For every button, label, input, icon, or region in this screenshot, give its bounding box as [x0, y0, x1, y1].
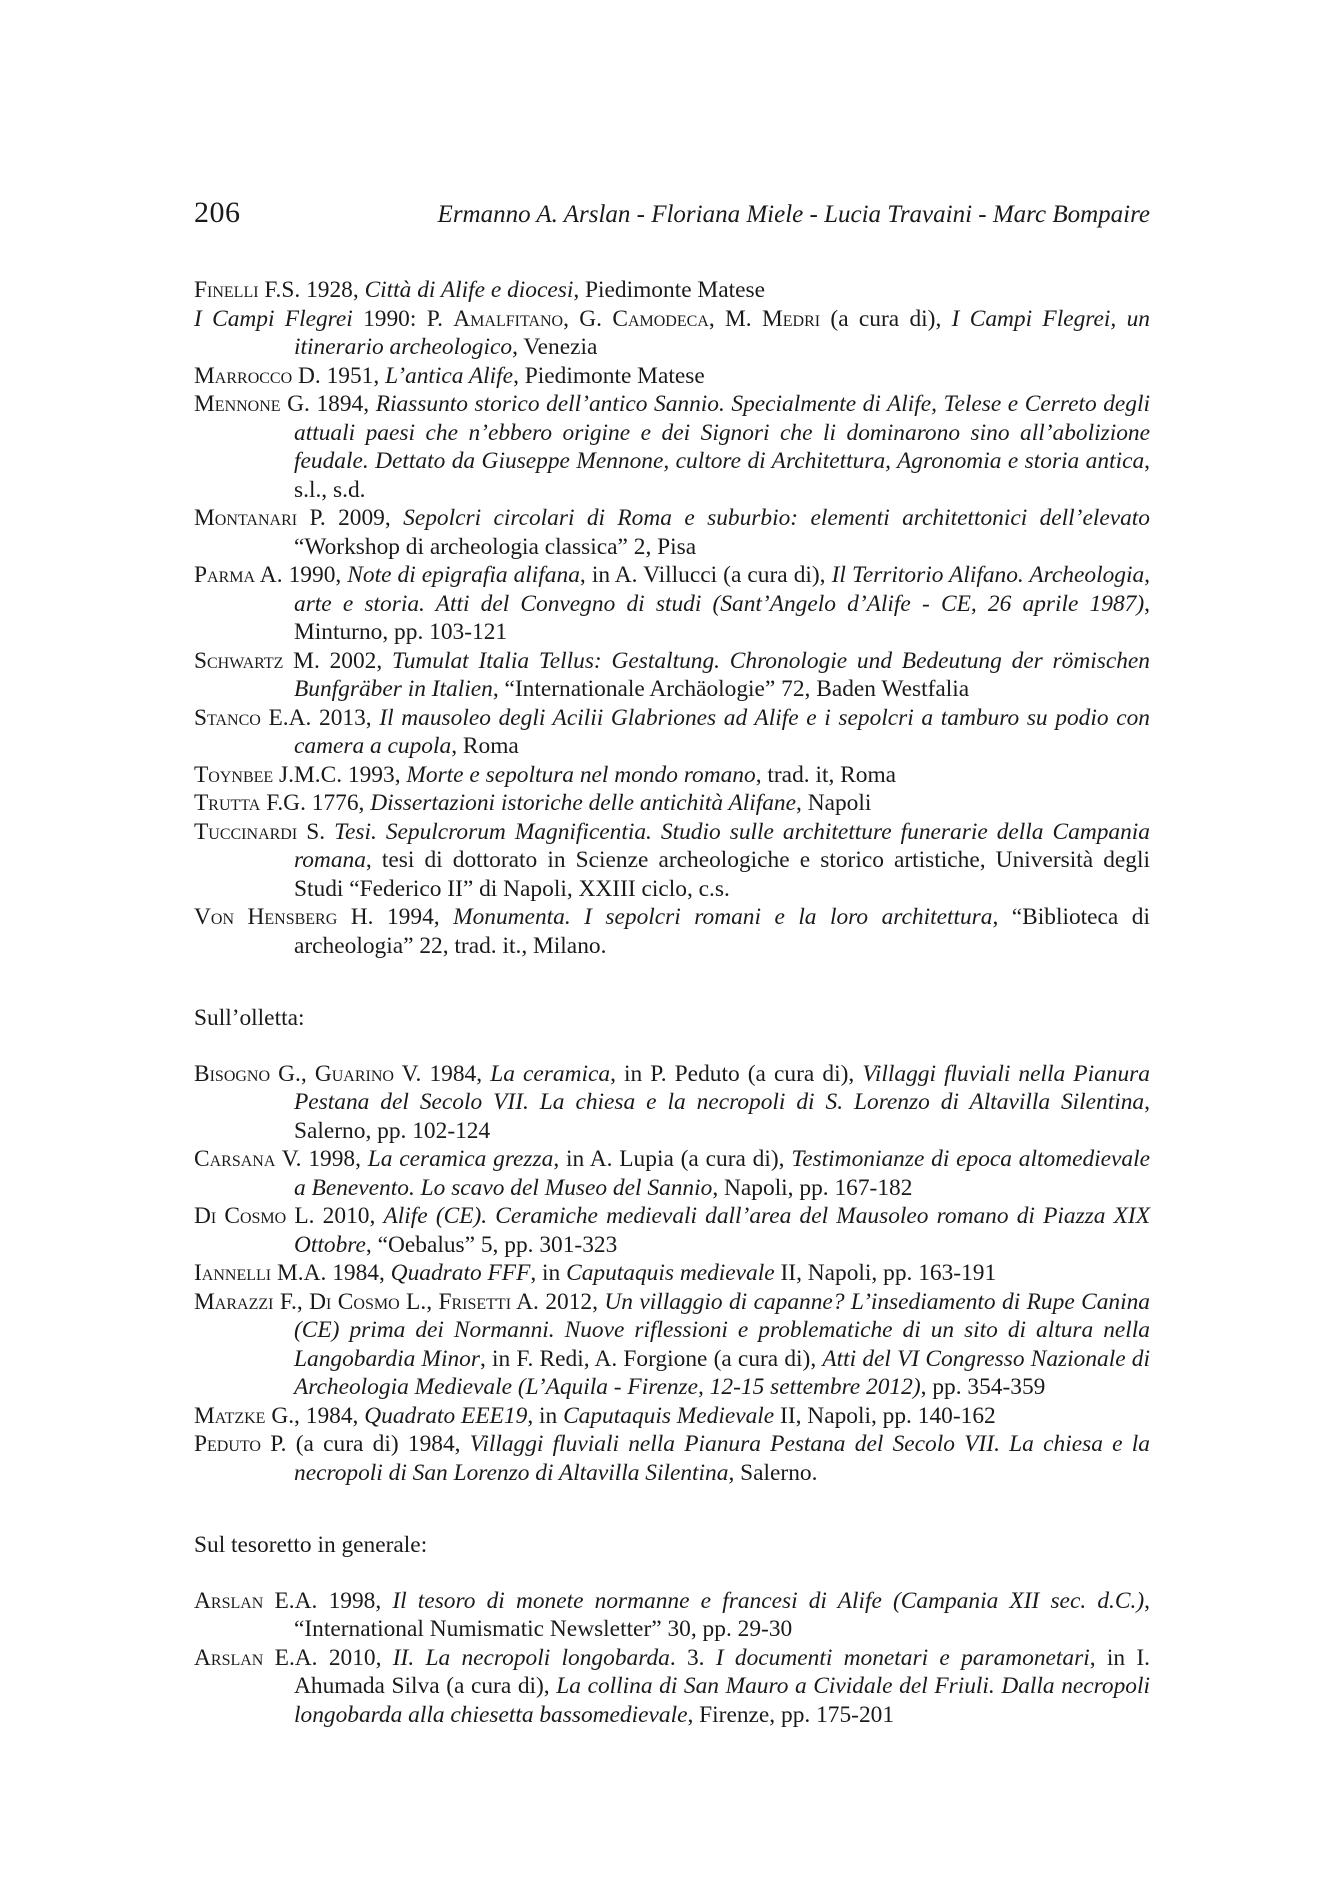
citation-text: , Napoli: [796, 790, 872, 816]
author-surname: Amalfitano: [453, 305, 564, 332]
citation-text: , Napoli, pp. 167-182: [712, 1174, 913, 1201]
work-title: Caputaquis Medievale: [563, 1402, 775, 1429]
author-surname: Carsana: [194, 1146, 276, 1172]
work-title: Il Territorio Alifano. Archeologia, arte e storia. Atti del Convegno di studi (Sant’Angelo d’Alife - CE, 26 aprile 1987): [294, 562, 1150, 617]
work-title: Monumenta. I sepolcri romani e la loro architettura: [453, 904, 993, 930]
author-surname: Arslan: [194, 1644, 264, 1671]
citation-text: , in A. Villucci (a cura di),: [579, 562, 832, 588]
page: [194, 196, 1150, 1729]
running-head: [194, 196, 1150, 230]
citation-text: , Piedimonte Matese: [573, 277, 765, 303]
citation-text: , tesi di dottorato in Scienze archeologiche e storico artistiche, Università degli Studi “Federico II” di Napoli, XXIII ciclo, c.s.: [294, 847, 1150, 902]
bibliography: [194, 276, 1150, 1729]
author-surname: Frisetti: [438, 1288, 512, 1315]
citation-text: (a cura di),: [820, 305, 952, 332]
work-title: La collina di San Mauro a Cividale del Friuli. Dalla necropoli longobarda alla chiesetta bassomedievale: [294, 1673, 1150, 1728]
work-title: Dissertazioni istoriche delle antichità Alifane: [370, 790, 797, 816]
citation-text: , M.: [708, 305, 762, 332]
author-surname: Tuccinardi: [194, 818, 298, 845]
author-surname: Von Hensberg: [194, 904, 338, 930]
author-surname: Arslan: [194, 1587, 264, 1614]
bibliography-entry: [194, 761, 1150, 790]
work-title: L’antica Alife: [385, 362, 514, 389]
author-surname: Schwartz: [194, 647, 284, 674]
bibliography-entry: [194, 789, 1150, 818]
work-title: Quadrato FFF: [390, 1260, 531, 1286]
work-title: Il mausoleo degli Acilii Glabriones ad Alife e i sepolcri a tamburo su podio con camera a cupola: [294, 704, 1150, 759]
citation-text: A. 1990,: [255, 562, 348, 588]
work-title: Atti del VI Congresso Nazionale di Archeologia Medievale (L’Aquila - Firenze, 12-15 settembre 2012): [294, 1345, 1150, 1400]
author-surname: Medri: [761, 305, 821, 332]
work-title: Morte e sepoltura nel mondo romano: [406, 761, 756, 788]
bibliography-entry: [194, 1288, 1150, 1402]
citation-text: E.A. 2013,: [260, 704, 380, 731]
bibliography-entry: [194, 818, 1150, 904]
author-surname: Finelli: [194, 277, 259, 303]
work-title: La ceramica: [490, 1060, 611, 1087]
citation-text: M.A. 1984,: [271, 1260, 391, 1286]
author-surname: Matzke: [194, 1402, 266, 1429]
citation-text: , s.l., s.d.: [294, 448, 1150, 503]
bibliography-entry: [194, 1060, 1150, 1146]
bibliography-entry: [194, 276, 1150, 305]
citation-text: , in: [527, 1402, 564, 1429]
bibliography-entry: [194, 390, 1150, 504]
work-title: Il tesoro di monete normanne e francesi di Alife (Campania XII sec. d.C.): [392, 1587, 1145, 1614]
author-surname: Toynbee: [194, 761, 274, 788]
bibliography-entry: [194, 1430, 1150, 1487]
citation-text: V. 1998,: [275, 1146, 368, 1172]
work-title: Caputaquis medievale: [566, 1260, 775, 1286]
citation-text: G., 1984,: [265, 1402, 365, 1429]
author-surname: Iannelli: [194, 1260, 272, 1286]
bibliography-entry: [194, 305, 1150, 362]
work-title: Quadrato EEE19: [364, 1402, 528, 1429]
citation-text: , G.: [563, 305, 613, 332]
bibliography-entry: [194, 1202, 1150, 1259]
bibliography-entry: [194, 647, 1150, 704]
author-surname: Parma: [194, 562, 256, 588]
author-surname: Di Cosmo: [309, 1288, 400, 1315]
citation-text: , in I. Ahumada Silva (a cura di),: [294, 1644, 1150, 1699]
citation-text: , in P. Peduto (a cura di),: [610, 1060, 863, 1087]
bibliography-entry: [194, 704, 1150, 761]
work-title: La ceramica grezza: [367, 1146, 554, 1172]
citation-text: F.G. 1776,: [260, 790, 371, 816]
citation-text: J.M.C. 1993,: [273, 761, 407, 788]
bibliography-entry: [194, 903, 1150, 960]
citation-text: , “Biblioteca di archeologia” 22, trad. it., Milano.: [294, 904, 1150, 959]
citation-text: A. 2012,: [511, 1288, 605, 1315]
citation-text: . 3.: [669, 1644, 716, 1671]
author-surname: Marrocco: [194, 362, 293, 389]
bibliography-list: [194, 276, 1150, 960]
work-title: Villaggi fluviali nella Pianura Pestana del Secolo VII. La chiesa e la necropoli di San Lorenzo di Altavilla Silentina: [294, 1431, 1150, 1486]
author-surname: Camodeca: [612, 305, 709, 332]
citation-text: II, Napoli, pp. 140-162: [774, 1402, 996, 1429]
section-heading: Sull’olletta:: [194, 1005, 305, 1031]
citation-text: , Firenze, pp. 175-201: [687, 1701, 895, 1728]
work-title: Alife (CE). Ceramiche medievali dall’area del Mausoleo romano di Piazza XIX Ottobre: [294, 1203, 1151, 1258]
work-title: Sepolcri circolari di Roma e suburbio: elementi architettonici dell’elevato: [403, 505, 1151, 531]
citation-text: , “Internationale Archäologie” 72, Baden Westfalia: [492, 676, 970, 702]
citation-text: E.A. 2010,: [263, 1644, 393, 1671]
citation-text: , pp. 354-359: [920, 1374, 1046, 1400]
bibliography-list: [194, 1587, 1150, 1730]
bibliography-entry: [194, 362, 1150, 391]
bibliography-entry: [194, 1644, 1150, 1730]
page-number: 206: [194, 196, 241, 229]
citation-text: G.,: [270, 1060, 315, 1087]
author-surname: Bisogno: [194, 1060, 271, 1087]
citation-text: , in A. Lupia (a cura di),: [553, 1146, 792, 1172]
work-title: Testimonianze di epoca altomedievale a Benevento. Lo scavo del Museo del Sannio: [294, 1146, 1151, 1201]
citation-text: , Minturno, pp. 103-121: [294, 590, 1150, 645]
bibliography-entry: [194, 561, 1150, 647]
citation-text: V. 1984,: [393, 1060, 491, 1087]
author-surname: Marazzi: [194, 1288, 274, 1315]
work-title: Città di Alife e diocesi: [364, 277, 574, 303]
citation-text: , in F. Redi, A. Forgione (a cura di),: [479, 1345, 823, 1372]
work-title: I Campi Flegrei, un itinerario archeologico: [294, 305, 1150, 360]
author-surname: Trutta: [194, 790, 261, 816]
bibliography-entry: [194, 1259, 1150, 1288]
citation-text: , Salerno.: [728, 1459, 818, 1486]
work-title: Tumulat Italia Tellus: Gestaltung. Chronologie und Bedeutung der römischen Bunfgräber in Italien: [294, 647, 1150, 702]
author-surname: Mennone: [194, 391, 281, 417]
citation-text: 1990: P.: [352, 305, 454, 332]
author-surname: Di Cosmo: [194, 1203, 287, 1229]
author-surname: Stanco: [194, 704, 261, 731]
citation-text: II, Napoli, pp. 163-191: [774, 1260, 997, 1286]
citation-text: “Workshop di archeologia classica” 2, Pisa: [294, 533, 697, 560]
citation-text: , Roma: [451, 733, 519, 759]
citation-text: F.,: [273, 1288, 310, 1315]
citation-text: P. 2009,: [297, 505, 404, 531]
citation-text: D. 1951,: [292, 362, 386, 389]
section-heading: Sul tesoretto in generale:: [194, 1532, 428, 1558]
running-title: Ermanno A. Arslan - Floriana Miele - Lucia Travaini - Marc Bompaire: [437, 201, 1150, 228]
citation-text: , Salerno, pp. 102-124: [294, 1089, 1150, 1144]
bibliography-entry: [194, 1145, 1150, 1202]
citation-text: P. (a cura di) 1984,: [260, 1431, 470, 1457]
citation-text: H. 1994,: [337, 904, 454, 930]
bibliography-entry: [194, 1587, 1150, 1644]
citation-text: , trad. it, Roma: [755, 761, 897, 788]
author-surname: Montanari: [194, 505, 298, 531]
bibliography-entry: [194, 504, 1150, 561]
citation-text: E.A. 1998,: [263, 1587, 393, 1614]
work-title: II. La necropoli longobarda: [392, 1644, 670, 1671]
work-title: Tesi. Sepulcrorum Magnificentia. Studio sulle architetture funerarie della Campania romana: [294, 818, 1150, 873]
citation-text: G. 1894,: [280, 391, 376, 417]
citation-text: M. 2002,: [283, 647, 392, 674]
work-title: I documenti monetari e paramonetari: [715, 1644, 1090, 1671]
citation-text: L.,: [399, 1288, 439, 1315]
citation-text: S.: [297, 818, 335, 845]
work-title: I Campi Flegrei: [194, 305, 353, 332]
citation-text: F.S. 1928,: [258, 277, 365, 303]
citation-text: , “International Numismatic Newsletter” 30, pp. 29-30: [294, 1587, 1150, 1642]
citation-text: L. 2010,: [286, 1203, 384, 1229]
citation-text: , in: [530, 1260, 567, 1286]
bibliography-list: [194, 1060, 1150, 1488]
work-title: Note di epigrafia alifana: [347, 562, 580, 588]
work-title: Un villaggio di capanne? L’insediamento di Rupe Canina (CE) prima dei Normanni. Nuove riflessioni e problematiche di un sito di altura nella Langobardia Minor: [294, 1288, 1150, 1372]
work-title: Riassunto storico dell’antico Sannio. Specialmente di Alife, Telese e Cerreto degli attuali paesi che n’ebbero origine e dei Signori che li dominarono sino all’abolizione feudale. Dettato da Giuseppe Mennone, cultore di Architettura, Agronomia e storia antica: [294, 391, 1150, 474]
citation-text: , Piedimonte Matese: [513, 362, 705, 389]
citation-text: , Venezia: [512, 334, 598, 360]
author-surname: Guarino: [314, 1060, 394, 1087]
bibliography-entry: [194, 1402, 1150, 1431]
work-title: Villaggi fluviali nella Pianura Pestana del Secolo VII. La chiesa e la necropoli di S. Lorenzo di Altavilla Silentina: [294, 1060, 1150, 1115]
author-surname: Peduto: [194, 1431, 261, 1457]
citation-text: , “Oebalus” 5, pp. 301-323: [365, 1231, 618, 1258]
